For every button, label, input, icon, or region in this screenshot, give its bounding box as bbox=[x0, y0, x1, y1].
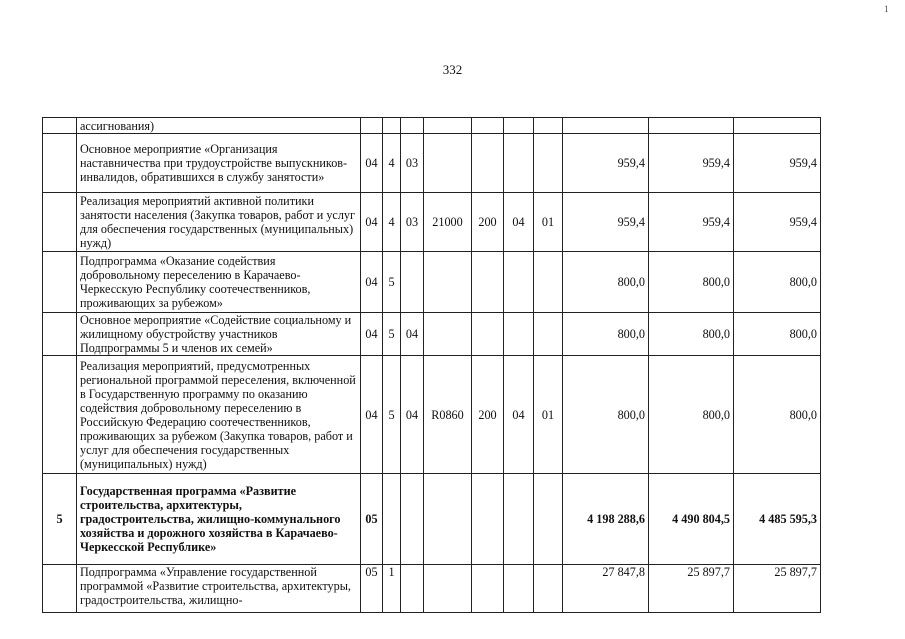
code-direction: R0860 bbox=[424, 356, 472, 474]
value-year-2: 959,4 bbox=[649, 193, 734, 252]
code-section: 05 bbox=[361, 565, 383, 613]
table-row bbox=[43, 134, 821, 193]
value-year-3: 800,0 bbox=[734, 356, 821, 474]
code-expense-type: 200 bbox=[472, 356, 504, 474]
value-year-3: 959,4 bbox=[734, 134, 821, 193]
code-event bbox=[401, 118, 424, 134]
code-expense-type bbox=[472, 313, 504, 356]
value-year-3: 4 485 595,3 bbox=[734, 474, 821, 565]
code-expense-type bbox=[472, 252, 504, 313]
code-direction bbox=[424, 134, 472, 193]
value-year-3: 800,0 bbox=[734, 252, 821, 313]
corner-mark: 1 bbox=[884, 4, 889, 14]
value-year-1: 800,0 bbox=[563, 252, 649, 313]
row-number bbox=[43, 134, 77, 193]
code-section: 04 bbox=[361, 134, 383, 193]
table-row bbox=[43, 193, 821, 252]
code-event bbox=[401, 565, 424, 613]
code-department bbox=[504, 118, 534, 134]
code-expense-type bbox=[472, 118, 504, 134]
code-department bbox=[504, 252, 534, 313]
value-year-1: 4 198 288,6 bbox=[563, 474, 649, 565]
value-year-3: 25 897,7 bbox=[734, 565, 821, 613]
code-subprogram bbox=[383, 118, 401, 134]
code-event bbox=[401, 252, 424, 313]
code-section: 04 bbox=[361, 193, 383, 252]
row-name: ассигнования) bbox=[77, 118, 361, 134]
table-row bbox=[43, 118, 821, 134]
code-subsection bbox=[534, 313, 563, 356]
code-subprogram: 4 bbox=[383, 193, 401, 252]
code-subprogram: 4 bbox=[383, 134, 401, 193]
code-subsection bbox=[534, 252, 563, 313]
code-subsection: 01 bbox=[534, 356, 563, 474]
budget-table bbox=[42, 117, 821, 613]
code-expense-type bbox=[472, 474, 504, 565]
value-year-1: 800,0 bbox=[563, 356, 649, 474]
row-number bbox=[43, 313, 77, 356]
code-direction bbox=[424, 313, 472, 356]
code-department: 04 bbox=[504, 193, 534, 252]
value-year-2: 800,0 bbox=[649, 252, 734, 313]
row-name: Подпрограмма «Управление государственной программой «Развитие строительства, архитектуры, градостроительства, жилищно- bbox=[77, 565, 361, 613]
code-direction: 21000 bbox=[424, 193, 472, 252]
page-number: 332 bbox=[442, 62, 463, 77]
table-row bbox=[43, 356, 821, 474]
code-event: 04 bbox=[401, 313, 424, 356]
row-name: Подпрограмма «Оказание содействия добровольному переселению в Карачаево-Черкесскую Республику соотечественников, проживающих за рубежом» bbox=[77, 252, 361, 313]
code-subprogram: 5 bbox=[383, 313, 401, 356]
code-event: 04 bbox=[401, 356, 424, 474]
code-department bbox=[504, 474, 534, 565]
value-year-1: 959,4 bbox=[563, 134, 649, 193]
row-name: Основное мероприятие «Организация наставничества при трудоустройстве выпускников-инвалидов, обратившихся в службу занятости» bbox=[77, 134, 361, 193]
table-row bbox=[43, 252, 821, 313]
row-number bbox=[43, 118, 77, 134]
value-year-1: 27 847,8 bbox=[563, 565, 649, 613]
code-subsection: 01 bbox=[534, 193, 563, 252]
code-expense-type bbox=[472, 565, 504, 613]
code-expense-type bbox=[472, 134, 504, 193]
code-direction bbox=[424, 474, 472, 565]
code-direction bbox=[424, 565, 472, 613]
row-number bbox=[43, 193, 77, 252]
value-year-2 bbox=[649, 118, 734, 134]
value-year-2: 800,0 bbox=[649, 313, 734, 356]
code-event bbox=[401, 474, 424, 565]
code-department bbox=[504, 313, 534, 356]
code-department bbox=[504, 134, 534, 193]
row-number bbox=[43, 356, 77, 474]
table-row bbox=[43, 313, 821, 356]
code-subprogram: 1 bbox=[383, 565, 401, 613]
code-section: 05 bbox=[361, 474, 383, 565]
code-event: 03 bbox=[401, 193, 424, 252]
value-year-3: 800,0 bbox=[734, 313, 821, 356]
row-number bbox=[43, 252, 77, 313]
value-year-2: 4 490 804,5 bbox=[649, 474, 734, 565]
row-number: 5 bbox=[43, 474, 77, 565]
code-event: 03 bbox=[401, 134, 424, 193]
code-subsection bbox=[534, 565, 563, 613]
value-year-2: 800,0 bbox=[649, 356, 734, 474]
value-year-3: 959,4 bbox=[734, 193, 821, 252]
code-subsection bbox=[534, 118, 563, 134]
code-direction bbox=[424, 118, 472, 134]
row-name: Государственная программа «Развитие строительства, архитектуры, градостроительства, жилищно-коммунального хозяйства и дорожного хозяйства в Карачаево-Черкесской Республике» bbox=[77, 474, 361, 565]
row-name: Основное мероприятие «Содействие социальному и жилищному обустройству участников Подпрограммы 5 и членов их семей» bbox=[77, 313, 361, 356]
row-name: Реализация мероприятий активной политики занятости населения (Закупка товаров, работ и услуг для обеспечения государственных (муниципальных) нужд) bbox=[77, 193, 361, 252]
code-subsection bbox=[534, 134, 563, 193]
code-subprogram: 5 bbox=[383, 356, 401, 474]
code-section: 04 bbox=[361, 313, 383, 356]
code-subprogram bbox=[383, 474, 401, 565]
value-year-1 bbox=[563, 118, 649, 134]
value-year-1: 800,0 bbox=[563, 313, 649, 356]
table-row bbox=[43, 565, 821, 613]
row-number bbox=[43, 565, 77, 613]
table-row bbox=[43, 474, 821, 565]
code-direction bbox=[424, 252, 472, 313]
row-name: Реализация мероприятий, предусмотренных региональной программой переселения, включенной в Государственную программу по оказанию содействия добровольному переселению в Российскую Федерацию соотечественников, проживающих за рубежом (Закупка товаров, работ и услуг для обеспечения государственных (муниципальных) нужд) bbox=[77, 356, 361, 474]
code-department bbox=[504, 565, 534, 613]
code-expense-type: 200 bbox=[472, 193, 504, 252]
code-subsection bbox=[534, 474, 563, 565]
value-year-1: 959,4 bbox=[563, 193, 649, 252]
value-year-2: 959,4 bbox=[649, 134, 734, 193]
value-year-3 bbox=[734, 118, 821, 134]
code-section: 04 bbox=[361, 356, 383, 474]
code-section: 04 bbox=[361, 252, 383, 313]
code-department: 04 bbox=[504, 356, 534, 474]
value-year-2: 25 897,7 bbox=[649, 565, 734, 613]
code-section bbox=[361, 118, 383, 134]
code-subprogram: 5 bbox=[383, 252, 401, 313]
